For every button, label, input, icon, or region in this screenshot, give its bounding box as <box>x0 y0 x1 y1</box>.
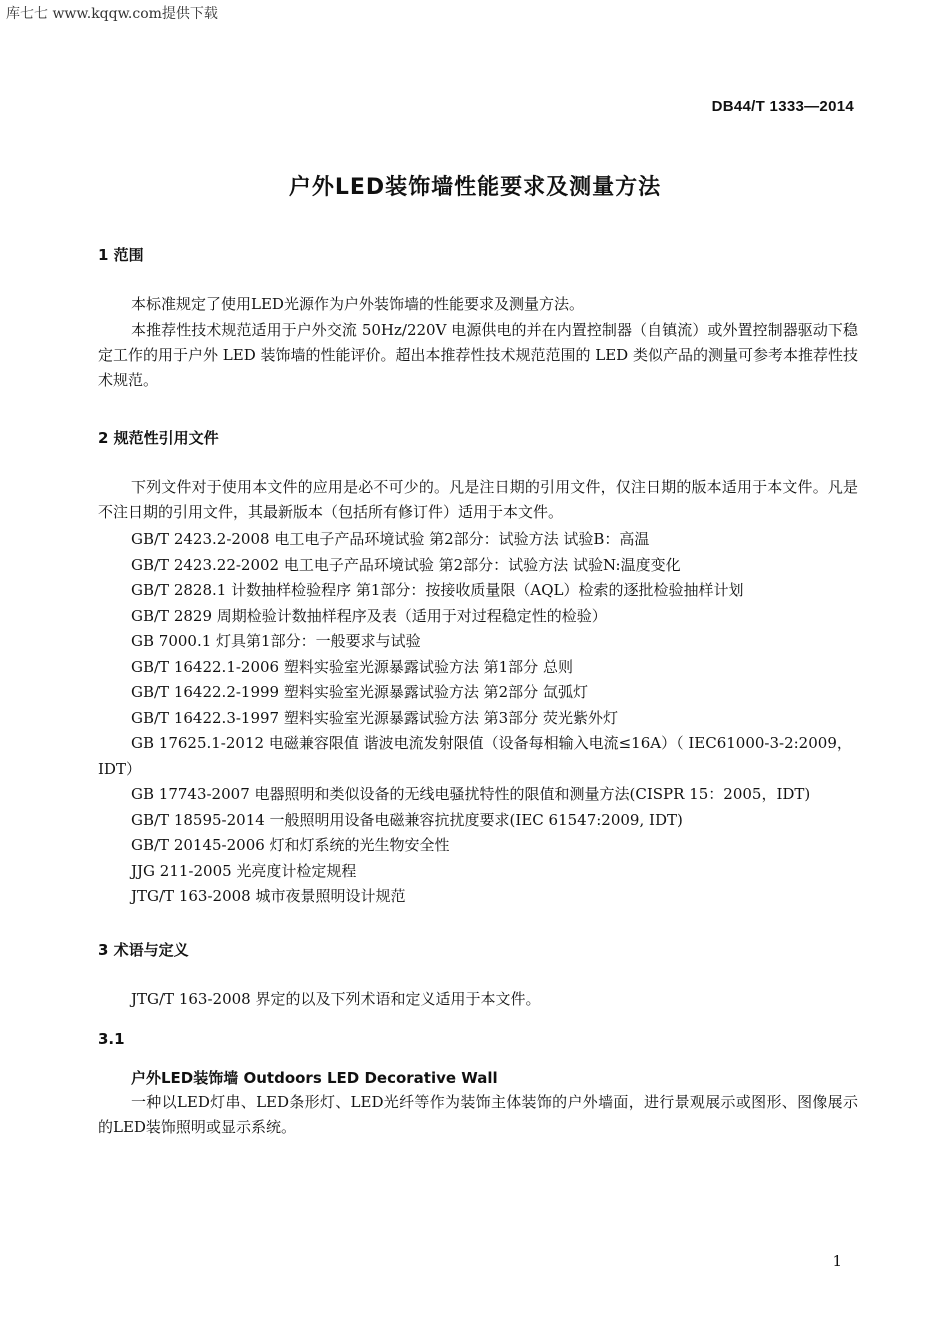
term-title: 户外LED装饰墙 Outdoors LED Decorative Wall <box>131 1069 498 1087</box>
section-1-heading: 1 范围 <box>98 246 144 264</box>
section-3-intro: JTG/T 163-2008 界定的以及下列术语和定义适用于本文件。 <box>131 990 541 1008</box>
watermark-text: 库七七 www.kqqw.com提供下载 <box>6 6 218 22</box>
reference-item: GB/T 16422.3-1997 塑料实验室光源暴露试验方法 第3部分 荧光紫外灯 <box>131 708 618 727</box>
section-2-intro: 下列文件对于使用本文件的应用是必不可少的。凡是注日期的引用文件，仅注日期的版本适用于本文件。凡是不注日期的引用文件，其最新版本（包括所有修订件）适用于本文件。 <box>98 478 858 521</box>
section-2-heading: 2 规范性引用文件 <box>98 429 219 447</box>
document-code: DB44/T 1333—2014 <box>711 98 854 115</box>
section-1-paragraph-1: 本标准规定了使用LED光源作为户外装饰墙的性能要求及测量方法。 <box>131 295 584 313</box>
reference-item: GB/T 16422.1-2006 塑料实验室光源暴露试验方法 第1部分 总则 <box>131 657 573 676</box>
reference-item: JTG/T 163-2008 城市夜景照明设计规范 <box>131 887 406 905</box>
reference-item: GB/T 2829 周期检验计数抽样程序及表（适用于对过程稳定性的检验） <box>131 606 607 625</box>
page-number: 1 <box>832 1252 842 1270</box>
section-3-heading: 3 术语与定义 <box>98 941 189 959</box>
reference-item: GB/T 2423.22-2002 电工电子产品环境试验 第2部分：试验方法 试验N:温度变化 <box>131 555 681 574</box>
reference-item: GB 7000.1 灯具第1部分：一般要求与试验 <box>131 632 421 650</box>
reference-item: GB/T 20145-2006 灯和灯系统的光生物安全性 <box>131 836 450 854</box>
reference-item: GB/T 16422.2-1999 塑料实验室光源暴露试验方法 第2部分 氙弧灯 <box>131 683 588 701</box>
document-title: 户外LED装饰墙性能要求及测量方法 <box>288 175 662 200</box>
reference-item: GB/T 2828.1 计数抽样检验程序 第1部分：按接收质量限（AQL）检索的逐批检验抽样计划 <box>131 581 744 599</box>
reference-item: GB/T 2423.2-2008 电工电子产品环境试验 第2部分：试验方法 试验B：高温 <box>131 530 650 548</box>
reference-item: GB 17743-2007 电器照明和类似设备的无线电骚扰特性的限值和测量方法(CISPR 15：2005，IDT) <box>131 785 811 803</box>
reference-list <box>98 527 858 910</box>
reference-item: GB 17625.1-2012 电磁兼容限值 谐波电流发射限值（设备每相输入电流≤16A）（ IEC61000-3-2:2009，IDT） <box>98 734 852 778</box>
subsection-number: 3.1 <box>98 1030 125 1048</box>
reference-item: GB/T 18595-2014 一般照明用设备电磁兼容抗扰度要求(IEC 61547:2009, IDT) <box>131 810 683 829</box>
term-definition: 一种以LED灯串、LED条形灯、LED光纤等作为装饰主体装饰的户外墙面，进行景观展示或图形、图像展示的LED装饰照明或显示系统。 <box>98 1093 858 1136</box>
reference-item: JJG 211-2005 光亮度计检定规程 <box>131 861 357 880</box>
section-1-paragraph-2: 本推荐性技术规范适用于户外交流 50Hz/220V 电源供电的并在内置控制器（自镇流）或外置控制器驱动下稳定工作的用于户外 LED 装饰墙的性能评价。超出本推荐性技术规范范围的 LED 类似产品的测量可参考本推荐性技术规范。 <box>98 321 858 389</box>
